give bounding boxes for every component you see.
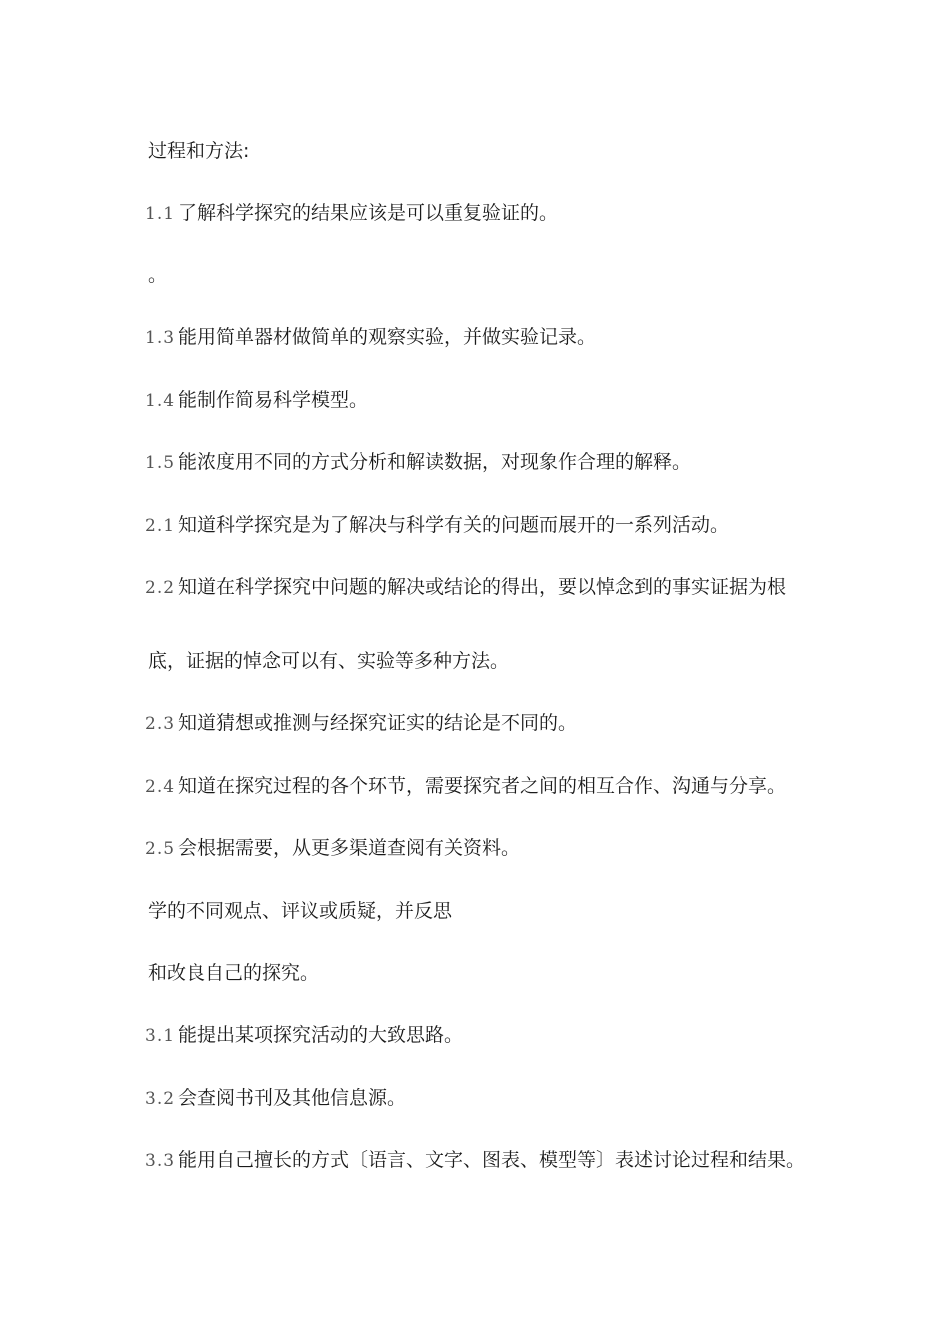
item-text: 。 xyxy=(148,264,168,286)
item-text: 和改良自己的探究。 xyxy=(148,962,320,984)
section-heading xyxy=(145,139,845,164)
item-text: 能用简单器材做简单的观察实验，并做实验记录。 xyxy=(178,326,597,348)
item-number: 1.5 xyxy=(145,453,176,473)
item-number: 2.5 xyxy=(145,839,176,859)
item-text: 能提出某项探究活动的大致思路。 xyxy=(178,1024,464,1046)
item-number: 1.1 xyxy=(145,204,176,224)
list-item xyxy=(145,1086,845,1111)
item-text: 能用自己擅长的方式〔语言、文字、图表、模型等〕表述讨论过程和结果。 xyxy=(178,1149,806,1171)
list-item-continuation xyxy=(145,649,845,674)
item-number: 2.1 xyxy=(145,516,176,536)
list-item xyxy=(145,1148,845,1173)
item-text: 知道科学探究是为了解决与科学有关的问题而展开的一系列活动。 xyxy=(178,514,730,536)
list-item xyxy=(145,325,845,350)
item-text: 会根据需要，从更多渠道查阅有关资料。 xyxy=(178,837,521,859)
item-number: 1.4 xyxy=(145,391,176,411)
item-text: 能制作简易科学模型。 xyxy=(178,389,369,411)
item-text: 学的不同观点、评议或质疑，并反思 xyxy=(148,900,453,922)
item-text: 知道在探究过程的各个环节，需要探究者之间的相互合作、沟通与分享。 xyxy=(178,775,787,797)
item-text: 会查阅书刊及其他信息源。 xyxy=(178,1087,407,1109)
list-item-continuation xyxy=(145,961,845,986)
list-item xyxy=(145,513,845,538)
item-text: 过程和方法: xyxy=(148,140,250,162)
item-number: 2.3 xyxy=(145,714,176,734)
item-number: 3.3 xyxy=(145,1151,176,1171)
item-number: 2.2 xyxy=(145,578,176,598)
item-number: 2.4 xyxy=(145,777,176,797)
item-text: 底，证据的悼念可以有、实验等多种方法。 xyxy=(148,650,510,672)
list-item xyxy=(145,836,845,861)
item-text: 知道在科学探究中问题的解决或结论的得出，要以悼念到的事实证据为根 xyxy=(178,576,787,598)
list-item xyxy=(145,263,845,288)
list-item xyxy=(145,774,845,799)
item-number: 1.3 xyxy=(145,328,176,348)
item-text: 能浓度用不同的方式分析和解读数据，对现象作合理的解释。 xyxy=(178,451,692,473)
list-item xyxy=(145,1023,845,1048)
item-number: 3.1 xyxy=(145,1026,176,1046)
item-text: 知道猜想或推测与经探究证实的结论是不同的。 xyxy=(178,712,578,734)
item-text: 了解科学探究的结果应该是可以重复验证的。 xyxy=(178,202,559,224)
list-item xyxy=(145,711,845,736)
item-number: 3.2 xyxy=(145,1089,176,1109)
list-item xyxy=(145,575,845,600)
list-item-continuation xyxy=(145,899,845,924)
list-item xyxy=(145,201,845,226)
list-item xyxy=(145,388,845,413)
list-item xyxy=(145,450,845,475)
